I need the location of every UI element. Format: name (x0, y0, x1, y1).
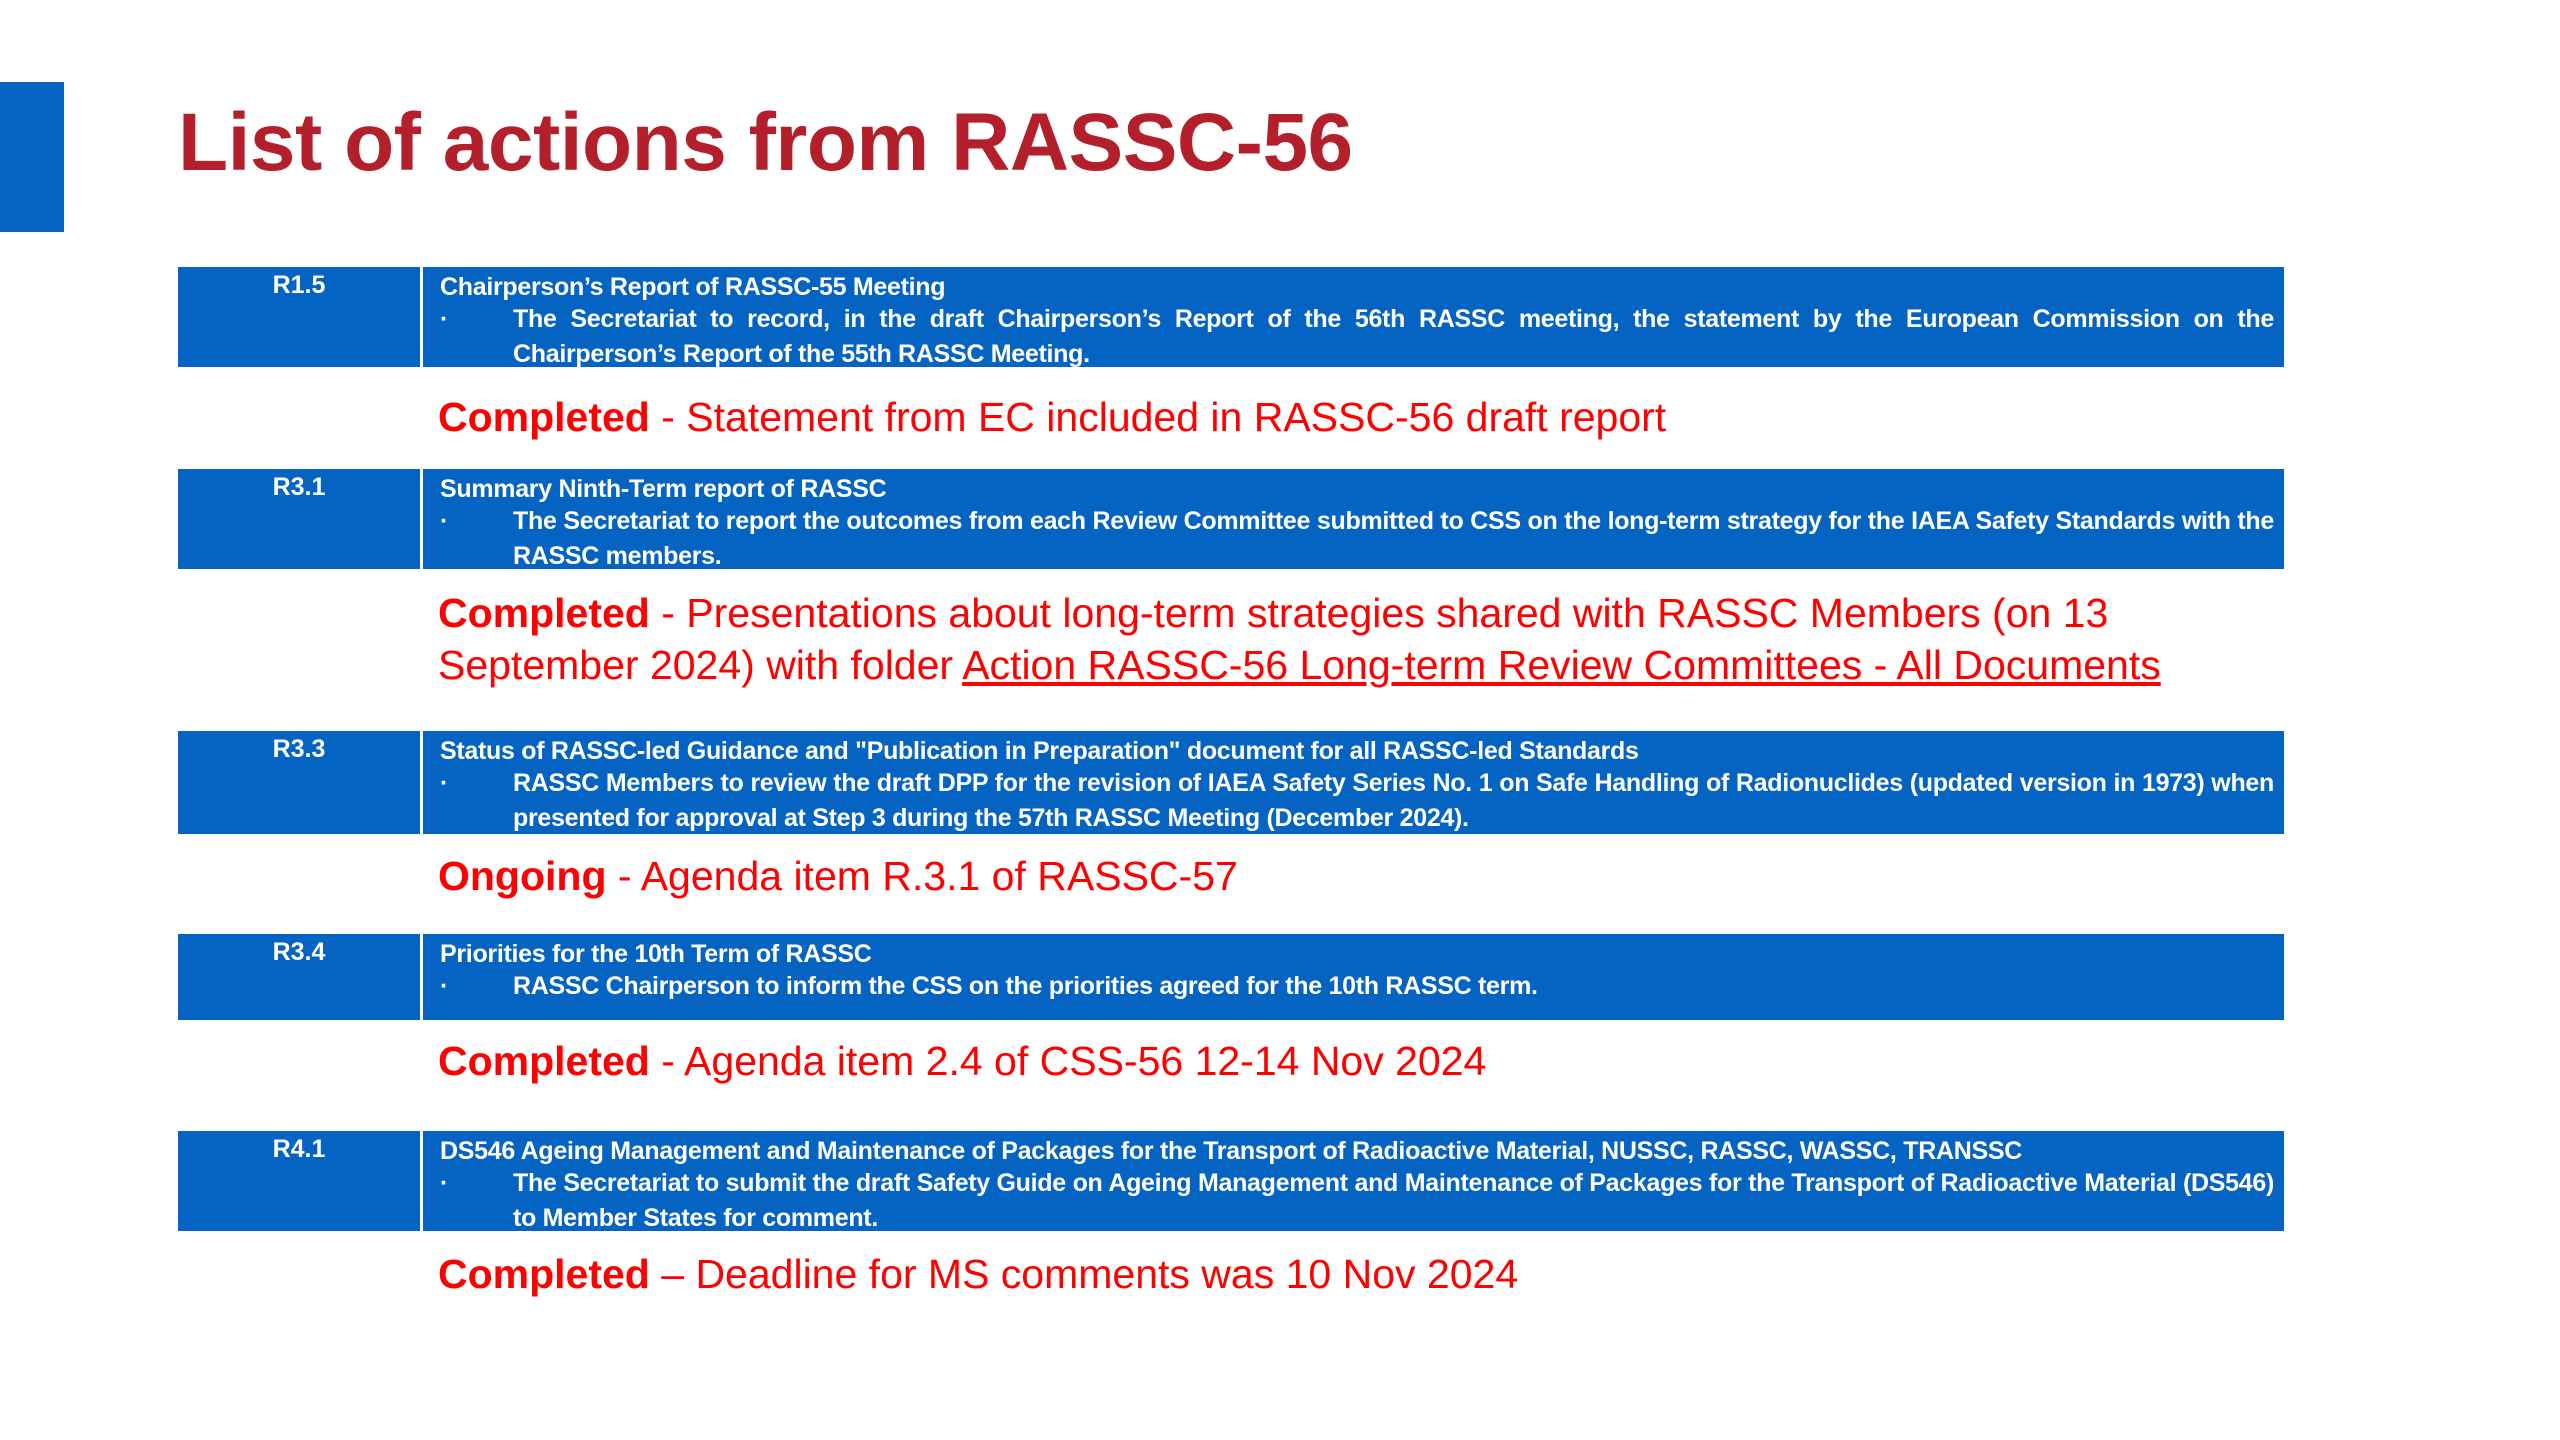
action-description-text: The Secretariat to record, in the draft Chairperson’s Report of the 56th RASSC meeting, the statement by the European Commission on the Chairperson’s Report of the 55th RASSC Meeting. (513, 305, 2274, 368)
action-content (440, 1136, 2274, 1236)
bullet-icon: · (440, 769, 449, 797)
status-line-r3-4 (438, 1035, 2278, 1087)
status-label: Ongoing (438, 853, 607, 899)
slide-title: List of actions from RASSC-56 (178, 97, 1353, 188)
bullet-icon: · (440, 507, 449, 535)
accent-bar (0, 82, 64, 232)
action-ref: R1.5 (178, 267, 423, 367)
status-label: Completed (438, 590, 650, 636)
action-description-text: RASSC Members to review the draft DPP for the revision of IAEA Safety Series No. 1 on Safe Handling of Radionuclides (updated version in 1973) when presented for approval at Step 3 during the 57th RASSC Meeting (December 2024). (513, 769, 2274, 832)
status-text: Presentations about long-term strategies shared with RASSC Members (on 13 September 2024) with folder (438, 590, 2109, 688)
status-text: Agenda item R.3.1 of RASSC-57 (640, 853, 1238, 899)
action-heading: DS546 Ageing Management and Maintenance of Packages for the Transport of Radioactive Material, NUSSC, RASSC, WASSC, TRANSSC (440, 1137, 2022, 1165)
status-line-r3-3 (438, 850, 2278, 902)
action-description (440, 1166, 2274, 1236)
bullet-icon: · (440, 305, 449, 333)
action-heading: Chairperson’s Report of RASSC-55 Meeting (440, 273, 946, 301)
action-row-r3-4 (178, 934, 2284, 1020)
status-separator: – (649, 1251, 696, 1297)
status-line-r1-5 (438, 391, 2278, 443)
action-ref: R3.1 (178, 469, 423, 569)
status-line-r3-1 (438, 587, 2278, 691)
action-description-text: The Secretariat to submit the draft Safety Guide on Ageing Management and Maintenance of Packages for the Transport of Radioactive Material (DS546) to Member States for comment. (513, 1169, 2274, 1232)
status-separator: - (649, 1038, 685, 1084)
status-text: Agenda item 2.4 of CSS-56 12-14 Nov 2024 (684, 1038, 1487, 1084)
status-separator: - (606, 853, 641, 899)
bullet-icon: · (440, 1169, 449, 1197)
action-description (440, 504, 2274, 574)
documents-folder-link[interactable]: Action RASSC-56 Long-term Review Committees - All Documents (962, 642, 2161, 688)
status-separator: - (649, 590, 687, 636)
status-label: Completed (438, 1251, 650, 1297)
status-label: Completed (438, 394, 650, 440)
status-line-r4-1 (438, 1248, 2278, 1300)
status-separator: - (649, 394, 687, 440)
action-content (440, 736, 2274, 836)
action-description (440, 766, 2274, 836)
action-content (440, 272, 2274, 372)
action-row-r4-1 (178, 1131, 2284, 1231)
action-content (440, 474, 2274, 574)
bullet-icon: · (440, 972, 449, 1000)
status-text: Deadline for MS comments was 10 Nov 2024 (695, 1251, 1519, 1297)
action-description (440, 302, 2274, 372)
action-row-r3-1 (178, 469, 2284, 569)
action-description (440, 969, 2274, 1004)
action-row-r3-3 (178, 731, 2284, 834)
action-ref: R3.3 (178, 731, 423, 834)
action-description-text: RASSC Chairperson to inform the CSS on the priorities agreed for the 10th RASSC term. (513, 972, 1538, 1000)
action-description-text: The Secretariat to report the outcomes from each Review Committee submitted to CSS on the long-term strategy for the IAEA Safety Standards with the RASSC members. (513, 507, 2274, 570)
action-content (440, 939, 2274, 1004)
action-ref: R3.4 (178, 934, 423, 1020)
action-heading: Status of RASSC-led Guidance and "Publication in Preparation" document for all RASSC-led Standards (440, 737, 1639, 765)
action-ref: R4.1 (178, 1131, 423, 1231)
action-heading: Priorities for the 10th Term of RASSC (440, 940, 872, 968)
status-text: Statement from EC included in RASSC-56 draft report (686, 394, 1667, 440)
action-heading: Summary Ninth-Term report of RASSC (440, 475, 887, 503)
action-row-r1-5 (178, 267, 2284, 367)
status-label: Completed (438, 1038, 650, 1084)
